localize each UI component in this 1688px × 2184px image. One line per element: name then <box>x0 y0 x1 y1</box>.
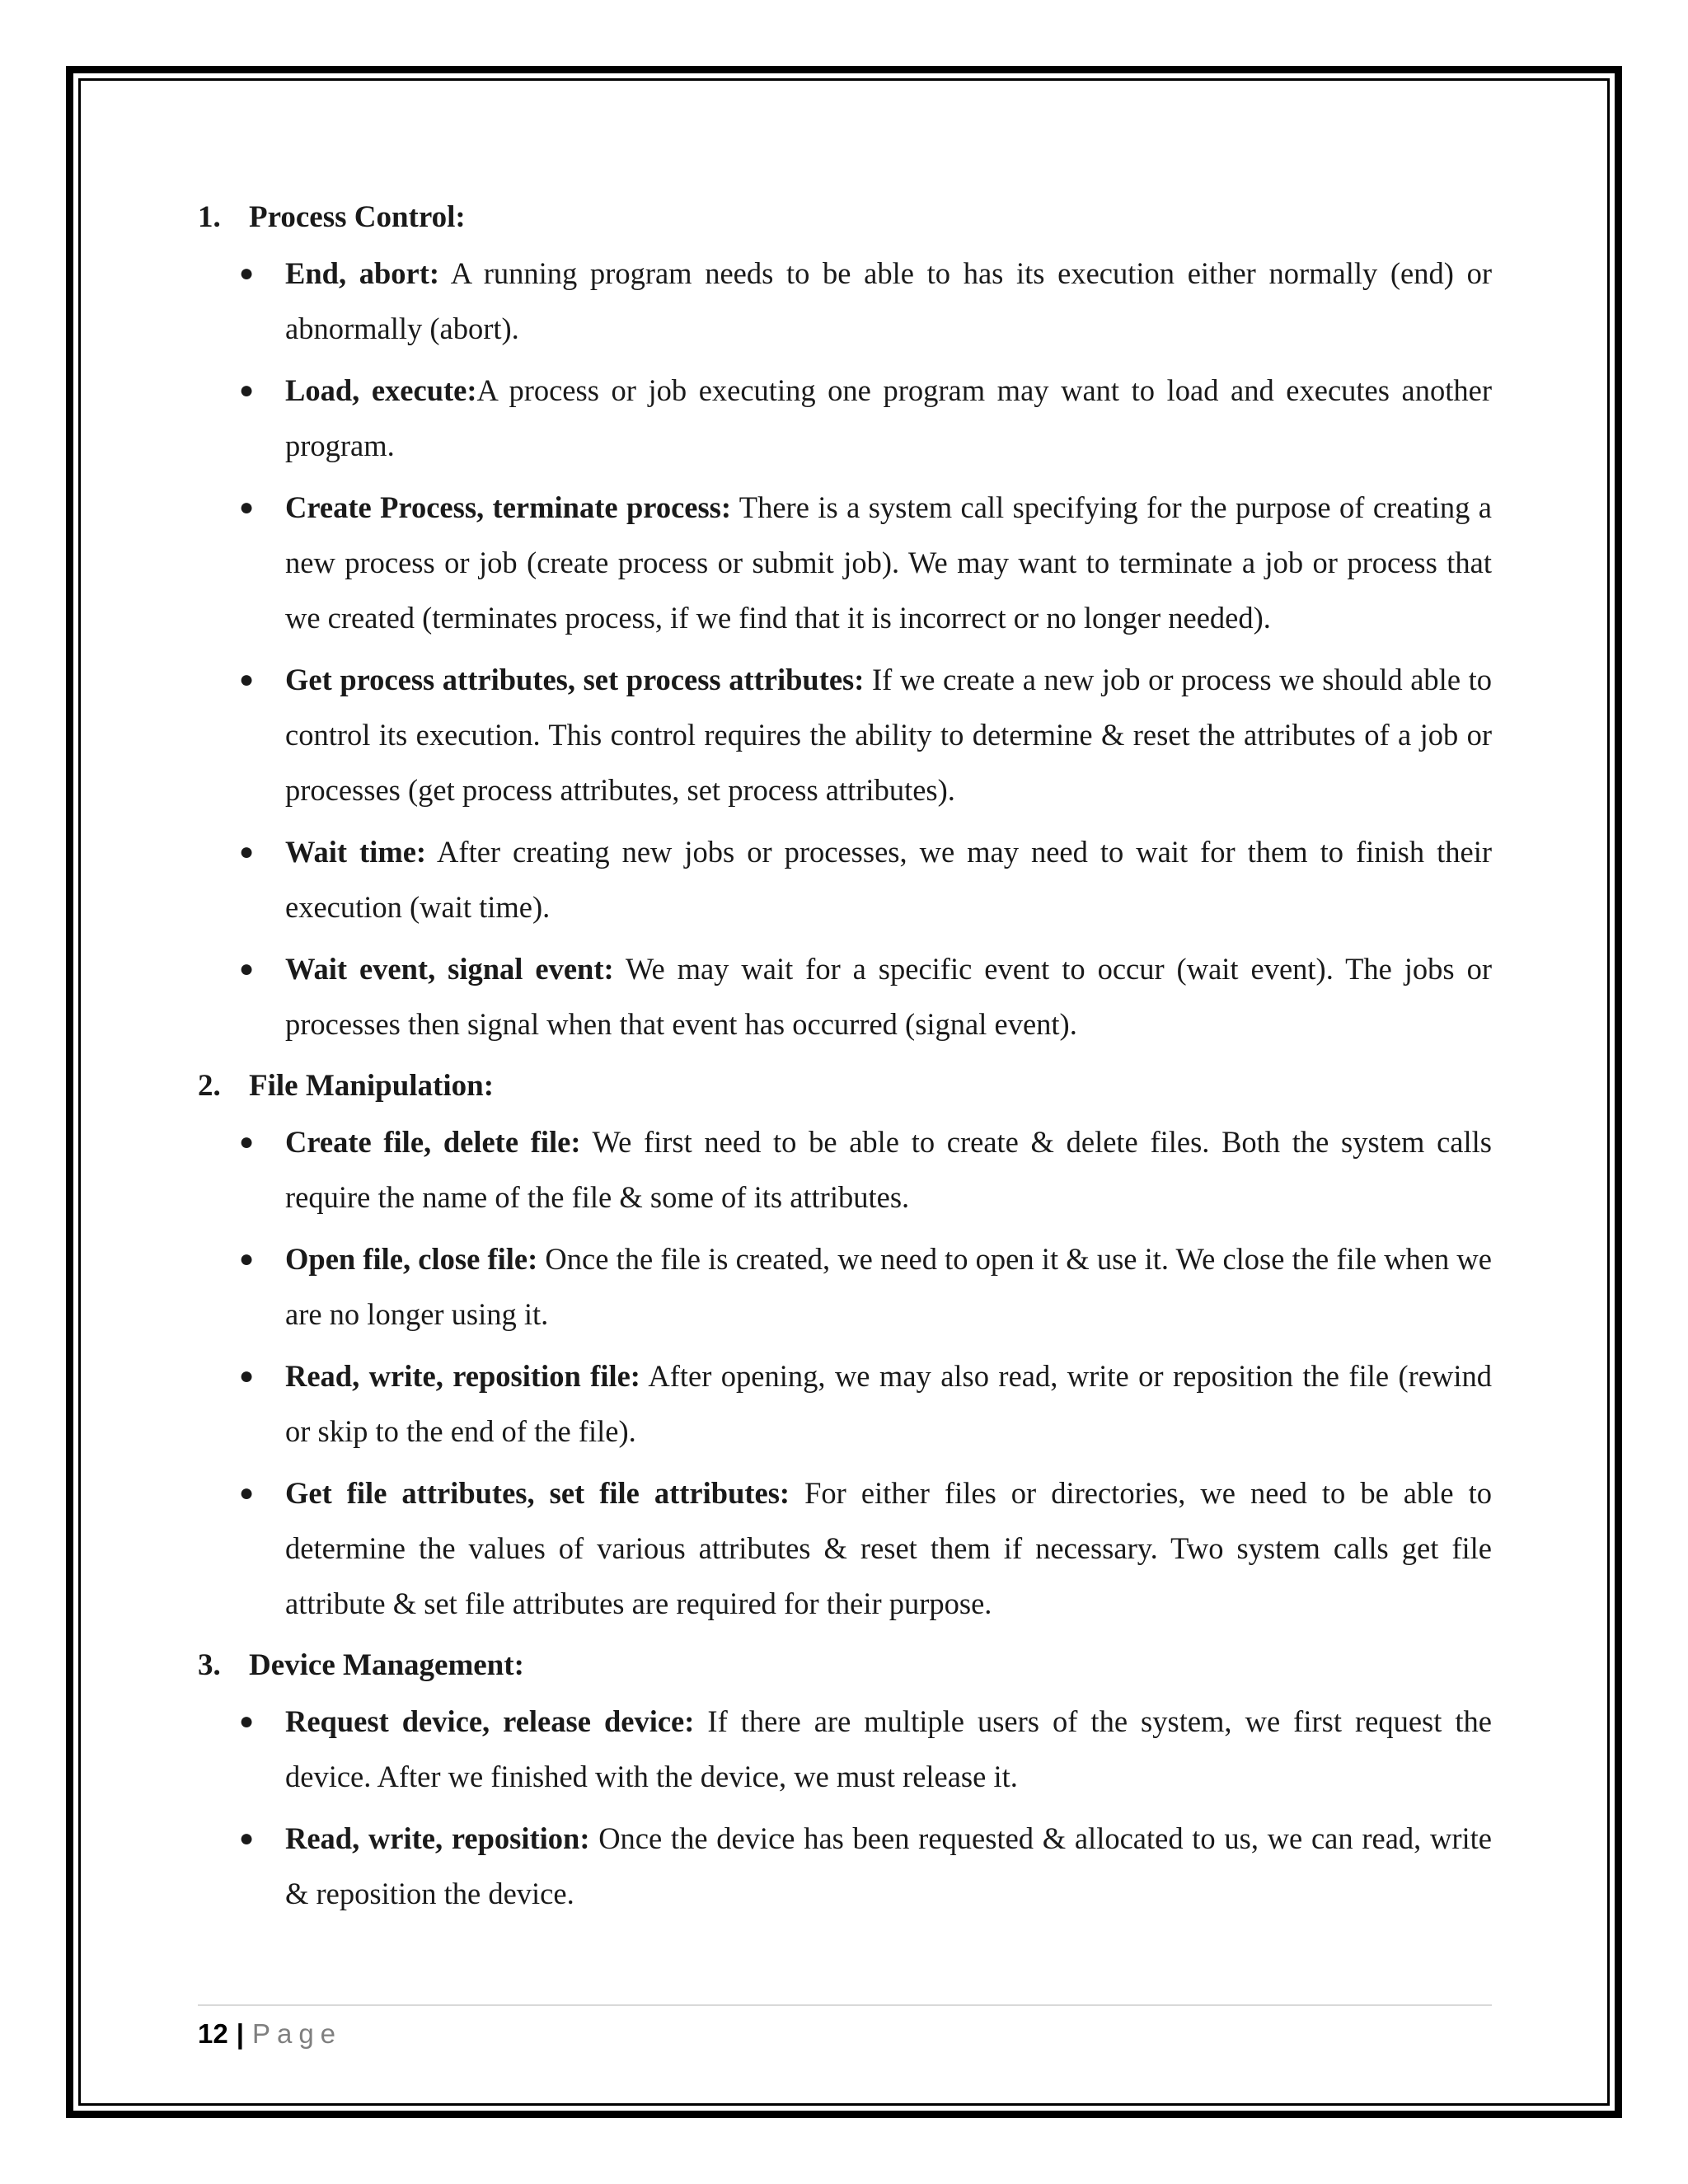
list-item <box>198 652 1492 818</box>
bullet-icon: ● <box>239 666 255 693</box>
section-number: 1. <box>198 200 221 234</box>
section-number: 3. <box>198 1648 221 1682</box>
bullet-icon: ● <box>239 1362 255 1390</box>
section-heading <box>198 1638 1492 1694</box>
item-term: Create Process, terminate process: <box>285 490 732 524</box>
list-item <box>198 246 1492 356</box>
section-device-management <box>198 1638 1492 1921</box>
item-term: Open file, close file: <box>285 1242 538 1276</box>
item-term: Read, write, reposition: <box>285 1821 590 1855</box>
list-item <box>198 363 1492 473</box>
item-text: Once the device has been requested & allocated to us, we can read, write & reposition the device. <box>285 1821 1492 1910</box>
section-heading <box>198 190 1492 246</box>
item-term: Request device, release device: <box>285 1704 695 1738</box>
document-body <box>198 190 1492 1928</box>
section-title: Device Management: <box>249 1648 524 1682</box>
bullet-list <box>198 1114 1492 1631</box>
list-item <box>198 1811 1492 1921</box>
item-text: We first need to be able to create & delete files. Both the system calls require the name of the file & some of its attributes. <box>285 1125 1492 1214</box>
list-item <box>198 1348 1492 1459</box>
bullet-icon: ● <box>239 1708 255 1735</box>
bullet-list <box>198 246 1492 1052</box>
section-title: Process Control: <box>249 200 466 234</box>
footer-divider <box>198 2004 1492 2006</box>
item-text: We may wait for a specific event to occur (wait event). The jobs or processes then signal when that event has occurred (signal event). <box>285 952 1492 1041</box>
item-text: After opening, we may also read, write or reposition the file (rewind or skip to the end of the file). <box>285 1359 1492 1448</box>
section-title: File Manipulation: <box>249 1069 495 1103</box>
section-file-manipulation <box>198 1058 1492 1631</box>
section-process-control <box>198 190 1492 1052</box>
item-text: There is a system call specifying for the purpose of creating a new process or job (create process or submit job). We may want to terminate a job or process that we created (terminates process, if we find that it is incorrect or no longer needed). <box>285 490 1492 635</box>
item-text: A process or job executing one program may want to load and executes another program. <box>285 373 1492 462</box>
bullet-icon: ● <box>239 1479 255 1507</box>
item-term: Create file, delete file: <box>285 1125 581 1159</box>
list-item <box>198 480 1492 645</box>
item-term: Wait time: <box>285 835 427 869</box>
bullet-list <box>198 1694 1492 1921</box>
item-text: After creating new jobs or processes, we may need to wait for them to finish their execution (wait time). <box>285 835 1492 924</box>
list-item <box>198 941 1492 1052</box>
item-term: Get process attributes, set process attributes: <box>285 663 865 696</box>
list-item <box>198 1694 1492 1804</box>
item-term: Get file attributes, set file attributes: <box>285 1476 790 1510</box>
item-text: If there are multiple users of the system, we first request the device. After we finished with the device, we must release it. <box>285 1704 1492 1793</box>
bullet-icon: ● <box>239 1825 255 1852</box>
bullet-icon: ● <box>239 1128 255 1155</box>
page-number: 12 <box>198 2018 228 2049</box>
item-text: A running program needs to be able to has its execution either normally (end) or abnormally (abort). <box>285 256 1492 345</box>
item-term: Read, write, reposition file: <box>285 1359 640 1393</box>
list-item <box>198 1114 1492 1225</box>
bullet-icon: ● <box>239 494 255 521</box>
bullet-icon: ● <box>239 955 255 982</box>
item-text: For either files or directories, we need to be able to determine the values of various attributes & reset them if necessary. Two system calls get file attribute & set file attributes are required for their purpose. <box>285 1476 1493 1620</box>
section-heading <box>198 1058 1492 1114</box>
item-term: End, abort: <box>285 256 440 290</box>
bullet-icon: ● <box>239 838 255 865</box>
bullet-icon: ● <box>239 260 255 287</box>
item-term: Wait event, signal event: <box>285 952 614 986</box>
page-footer <box>198 2011 342 2057</box>
item-term: Load, execute: <box>285 373 477 407</box>
list-item <box>198 1465 1492 1631</box>
item-text: Once the file is created, we need to open it & use it. We close the file when we are no longer using it. <box>285 1242 1492 1331</box>
section-number: 2. <box>198 1069 221 1103</box>
item-text: If we create a new job or process we should able to control its execution. This control requires the ability to determine & reset the attributes of a job or processes (get process attributes, set process attributes). <box>285 663 1492 807</box>
page-label: Page <box>251 2018 343 2049</box>
bullet-icon: ● <box>239 377 255 404</box>
list-item <box>198 1231 1492 1342</box>
bullet-icon: ● <box>239 1245 255 1272</box>
footer-separator: | <box>236 2018 244 2049</box>
list-item <box>198 824 1492 935</box>
